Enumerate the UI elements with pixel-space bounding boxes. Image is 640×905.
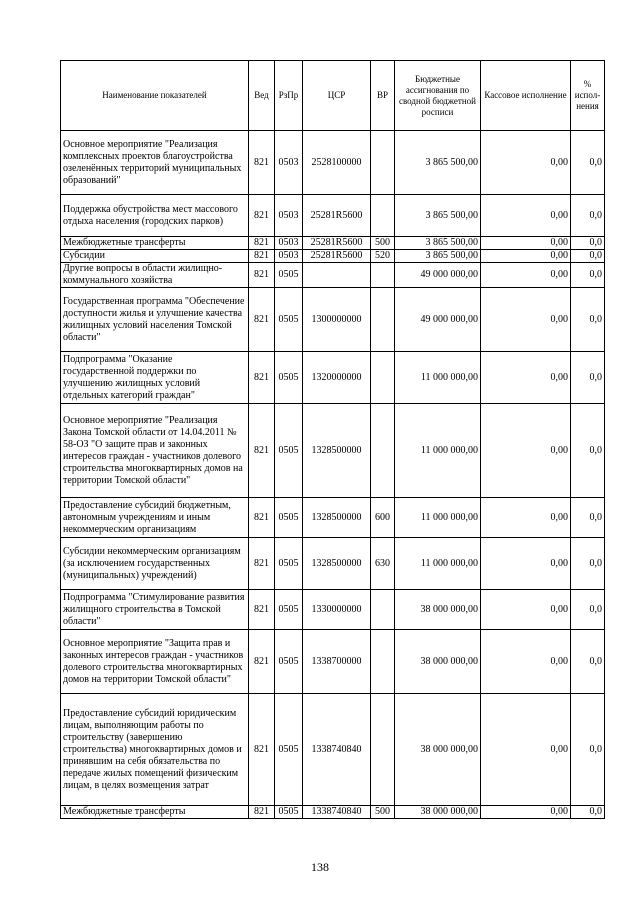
header-assign: Бюджетные ассигнования по сводной бюджетной росписи: [395, 61, 481, 131]
cell-ved: 821: [249, 630, 275, 694]
cell-csr: 1338700000: [303, 630, 371, 694]
budget-table: [60, 60, 605, 819]
cell-name: Субсидии некоммерческим организациям (за исключением государственных (муниципальных) учреждений): [61, 538, 249, 590]
table-row: [61, 694, 605, 806]
cell-rzpr: 0505: [275, 352, 303, 404]
table-row: [61, 352, 605, 404]
cell-name: Субсидии: [61, 250, 249, 263]
cell-ved: 821: [249, 590, 275, 630]
cell-cash: 0,00: [481, 538, 571, 590]
cell-cash: 0,00: [481, 250, 571, 263]
cell-cash: 0,00: [481, 237, 571, 250]
cell-rzpr: 0505: [275, 630, 303, 694]
table-body: [61, 131, 605, 819]
table-row: [61, 498, 605, 538]
cell-ved: 821: [249, 250, 275, 263]
cell-cash: 0,00: [481, 630, 571, 694]
cell-rzpr: 0503: [275, 195, 303, 237]
cell-vr: [371, 288, 395, 352]
cell-pct: 0,0: [571, 250, 605, 263]
cell-ved: 821: [249, 498, 275, 538]
cell-assign: 11 000 000,00: [395, 404, 481, 498]
header-row: [61, 61, 605, 131]
cell-assign: 11 000 000,00: [395, 352, 481, 404]
cell-pct: 0,0: [571, 263, 605, 288]
cell-rzpr: 0505: [275, 498, 303, 538]
table-row: [61, 263, 605, 288]
cell-rzpr: 0505: [275, 806, 303, 819]
cell-pct: 0,0: [571, 630, 605, 694]
header-pct: % испол-нения: [571, 61, 605, 131]
cell-assign: 3 865 500,00: [395, 131, 481, 195]
cell-name: Предоставление субсидий юридическим лицам, выполняющим работы по строительству (завершению строительства) многоквартирных домов и принявшим на себя обязательства по передаче жилых помещений физическим лицам, в целях возмещения затрат: [61, 694, 249, 806]
cell-name: Предоставление субсидий бюджетным, автономным учреждениям и иным некоммерческим организациям: [61, 498, 249, 538]
header-rzpr: РзПр: [275, 61, 303, 131]
cell-ved: 821: [249, 195, 275, 237]
cell-ved: 821: [249, 694, 275, 806]
cell-assign: 11 000 000,00: [395, 498, 481, 538]
cell-vr: 500: [371, 806, 395, 819]
cell-assign: 3 865 500,00: [395, 195, 481, 237]
cell-ved: 821: [249, 352, 275, 404]
cell-cash: 0,00: [481, 590, 571, 630]
cell-assign: 49 000 000,00: [395, 263, 481, 288]
cell-pct: 0,0: [571, 538, 605, 590]
cell-assign: 3 865 500,00: [395, 250, 481, 263]
cell-csr: 1338740840: [303, 694, 371, 806]
cell-cash: 0,00: [481, 498, 571, 538]
cell-ved: 821: [249, 263, 275, 288]
cell-csr: [303, 263, 371, 288]
table-row: [61, 237, 605, 250]
header-ved: Вед: [249, 61, 275, 131]
cell-csr: 1328500000: [303, 404, 371, 498]
cell-csr: 1330000000: [303, 590, 371, 630]
cell-rzpr: 0505: [275, 404, 303, 498]
cell-name: Подпрограмма "Стимулирование развития жилищного строительства в Томской области": [61, 590, 249, 630]
cell-rzpr: 0505: [275, 263, 303, 288]
cell-vr: [371, 630, 395, 694]
header-name: Наименование показателей: [61, 61, 249, 131]
cell-ved: 821: [249, 404, 275, 498]
cell-ved: 821: [249, 288, 275, 352]
cell-ved: 821: [249, 131, 275, 195]
cell-name: Подпрограмма "Оказание государственной поддержки по улучшению жилищных условий отдельных категорий граждан": [61, 352, 249, 404]
page-number: 138: [311, 860, 329, 874]
cell-assign: 38 000 000,00: [395, 630, 481, 694]
cell-csr: 25281R5600: [303, 195, 371, 237]
cell-name: Основное мероприятие "Реализация Закона Томской области от 14.04.2011 № 58-ОЗ "О защите прав и законных интересов граждан - участников долевого строительства многоквартирных домов на территории Томской области": [61, 404, 249, 498]
cell-pct: 0,0: [571, 352, 605, 404]
cell-rzpr: 0505: [275, 694, 303, 806]
cell-vr: [371, 352, 395, 404]
cell-vr: [371, 263, 395, 288]
table-row: [61, 195, 605, 237]
header-csr: ЦСР: [303, 61, 371, 131]
cell-cash: 0,00: [481, 404, 571, 498]
cell-pct: 0,0: [571, 498, 605, 538]
cell-name: Другие вопросы в области жилищно-коммунального хозяйства: [61, 263, 249, 288]
cell-rzpr: 0505: [275, 538, 303, 590]
cell-cash: 0,00: [481, 288, 571, 352]
cell-pct: 0,0: [571, 590, 605, 630]
cell-vr: [371, 694, 395, 806]
cell-csr: 1328500000: [303, 538, 371, 590]
cell-cash: 0,00: [481, 352, 571, 404]
cell-cash: 0,00: [481, 131, 571, 195]
cell-pct: 0,0: [571, 237, 605, 250]
cell-assign: 38 000 000,00: [395, 694, 481, 806]
cell-assign: 49 000 000,00: [395, 288, 481, 352]
cell-pct: 0,0: [571, 806, 605, 819]
cell-ved: 821: [249, 538, 275, 590]
cell-vr: 500: [371, 237, 395, 250]
cell-vr: [371, 195, 395, 237]
cell-name: Государственная программа "Обеспечение доступности жилья и улучшение качества жилищных условий населения Томской области": [61, 288, 249, 352]
cell-csr: 2528100000: [303, 131, 371, 195]
cell-pct: 0,0: [571, 131, 605, 195]
cell-cash: 0,00: [481, 806, 571, 819]
cell-vr: [371, 404, 395, 498]
table-row: [61, 630, 605, 694]
cell-vr: [371, 131, 395, 195]
cell-csr: 25281R5600: [303, 250, 371, 263]
table-row: [61, 250, 605, 263]
cell-assign: 38 000 000,00: [395, 806, 481, 819]
table-row: [61, 131, 605, 195]
cell-cash: 0,00: [481, 263, 571, 288]
cell-pct: 0,0: [571, 694, 605, 806]
cell-vr: 520: [371, 250, 395, 263]
cell-csr: 1338740840: [303, 806, 371, 819]
table-row: [61, 806, 605, 819]
table-row: [61, 404, 605, 498]
cell-vr: [371, 590, 395, 630]
cell-csr: 1328500000: [303, 498, 371, 538]
table-row: [61, 288, 605, 352]
header-cash: Кассовое исполнение: [481, 61, 571, 131]
cell-name: Поддержка обустройства мест массового отдыха населения (городских парков): [61, 195, 249, 237]
cell-name: Основное мероприятие "Реализация комплексных проектов благоустройства озеленённых территорий муниципальных образований": [61, 131, 249, 195]
cell-vr: 600: [371, 498, 395, 538]
cell-assign: 11 000 000,00: [395, 538, 481, 590]
cell-name: Межбюджетные трансферты: [61, 806, 249, 819]
cell-ved: 821: [249, 806, 275, 819]
cell-rzpr: 0503: [275, 237, 303, 250]
header-vr: ВР: [371, 61, 395, 131]
cell-rzpr: 0503: [275, 250, 303, 263]
cell-rzpr: 0505: [275, 288, 303, 352]
cell-rzpr: 0503: [275, 131, 303, 195]
cell-pct: 0,0: [571, 195, 605, 237]
cell-csr: 1320000000: [303, 352, 371, 404]
cell-cash: 0,00: [481, 694, 571, 806]
cell-name: Межбюджетные трансферты: [61, 237, 249, 250]
cell-csr: 1300000000: [303, 288, 371, 352]
cell-pct: 0,0: [571, 404, 605, 498]
table-row: [61, 590, 605, 630]
cell-cash: 0,00: [481, 195, 571, 237]
cell-assign: 38 000 000,00: [395, 590, 481, 630]
cell-rzpr: 0505: [275, 590, 303, 630]
cell-pct: 0,0: [571, 288, 605, 352]
table-row: [61, 538, 605, 590]
cell-csr: 25281R5600: [303, 237, 371, 250]
cell-ved: 821: [249, 237, 275, 250]
cell-name: Основное мероприятие "Защита прав и законных интересов граждан - участников долевого строительства многоквартирных домов на территории Томской области": [61, 630, 249, 694]
cell-assign: 3 865 500,00: [395, 237, 481, 250]
cell-vr: 630: [371, 538, 395, 590]
